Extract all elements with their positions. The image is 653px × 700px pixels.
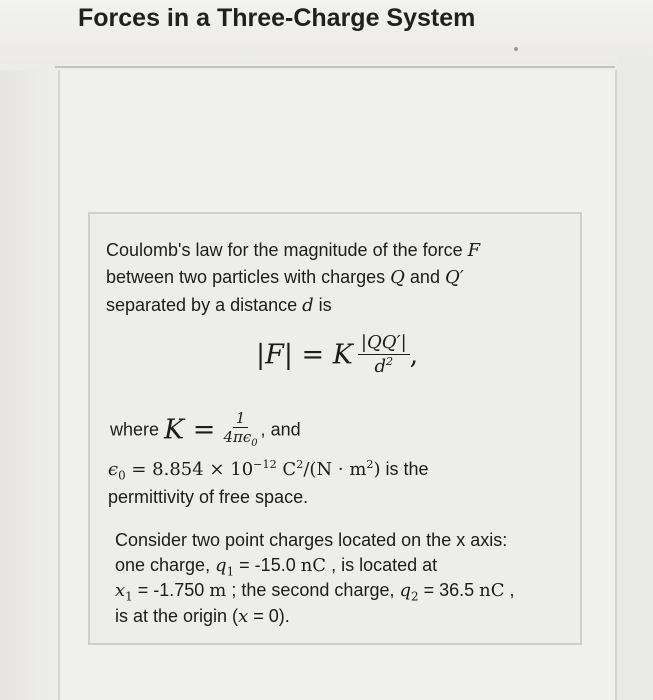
intro-line-2 (106, 267, 464, 288)
unit-c-exp: 2 (296, 458, 304, 471)
intro-text: separated by a distance (106, 295, 303, 315)
k-den-text: 4πϵ (223, 428, 252, 447)
problem-text: , (504, 580, 515, 600)
unit-close: ) (373, 459, 381, 480)
epsilon-post: is the (380, 459, 429, 479)
q1-value: = -15.0 (234, 555, 301, 575)
q2-value: = 36.5 (418, 580, 480, 600)
var-x: x (238, 606, 249, 627)
var-x1: x (115, 580, 126, 601)
where-line (110, 410, 301, 450)
x1-unit: m (209, 580, 227, 601)
left-margin-panel (0, 70, 58, 700)
var-Q: Q (390, 267, 405, 288)
coulomb-formula (256, 333, 418, 377)
formula-den-exp: 2 (385, 354, 394, 368)
epsilon-value: = 8.854 × 10 (125, 459, 254, 480)
intro-text: between two particles with charges (106, 267, 391, 287)
formula-den-var: d (374, 355, 386, 377)
unit-m-exp: 2 (366, 458, 374, 471)
epsilon-line (108, 458, 429, 483)
problem-line-2 (115, 555, 437, 579)
q2-unit: nC (479, 580, 505, 601)
problem-line-1: Consider two point charges located on the x axis: (115, 530, 508, 550)
problem-text: one charge, (115, 555, 216, 575)
epsilon-sub: 0 (118, 468, 126, 483)
speck (514, 47, 518, 51)
k-equals: K = (164, 414, 216, 446)
formula-denominator (371, 355, 396, 378)
where-and: and (265, 419, 301, 440)
intro-text: and (404, 267, 445, 287)
var-d: d (302, 295, 314, 316)
formula-numerator: |QQ′| (358, 333, 410, 355)
problem-line-4 (115, 606, 290, 627)
page-title: Forces in a Three-Charge System (78, 4, 476, 32)
var-x1-sub: 1 (125, 589, 133, 604)
var-q2: q (399, 580, 411, 601)
where-text: where (110, 419, 165, 440)
problem-text: ; the second charge, (226, 580, 400, 600)
intro-line-1 (106, 240, 480, 261)
k-numerator: 1 (233, 410, 249, 428)
var-q2-sub: 2 (411, 589, 419, 604)
epsilon-line-2: permittivity of free space. (108, 487, 309, 507)
var-q1-sub: 1 (226, 564, 235, 579)
unit-nm: /(N · m (303, 459, 367, 480)
formula-lhs: |F| = K (256, 339, 353, 371)
formula-comma: , (409, 339, 419, 371)
var-Q-prime: Q′ (444, 267, 464, 288)
k-den-sub: 0 (251, 438, 258, 450)
problem-text: = 0). (248, 606, 290, 626)
problem-text: , is located at (326, 555, 438, 575)
epsilon: ϵ (108, 459, 119, 480)
intro-line-3 (106, 295, 332, 316)
unit-c: C (276, 459, 297, 480)
var-q1: q (215, 555, 227, 576)
k-denominator (220, 428, 260, 450)
right-margin-panel (617, 56, 653, 700)
intro-text: is (313, 295, 332, 315)
intro-text: Coulomb's law for the magnitude of the force (106, 240, 468, 260)
title-divider (55, 66, 615, 68)
problem-line-3 (115, 580, 515, 604)
q1-unit: nC (300, 555, 327, 576)
formula-fraction (358, 333, 410, 377)
problem-text: is at the origin ( (115, 606, 239, 626)
k-comma: , (260, 419, 266, 440)
var-F: F (467, 240, 481, 261)
k-fraction (220, 410, 260, 450)
x1-value: = -1.750 (132, 580, 210, 600)
epsilon-exp: −12 (253, 458, 277, 471)
